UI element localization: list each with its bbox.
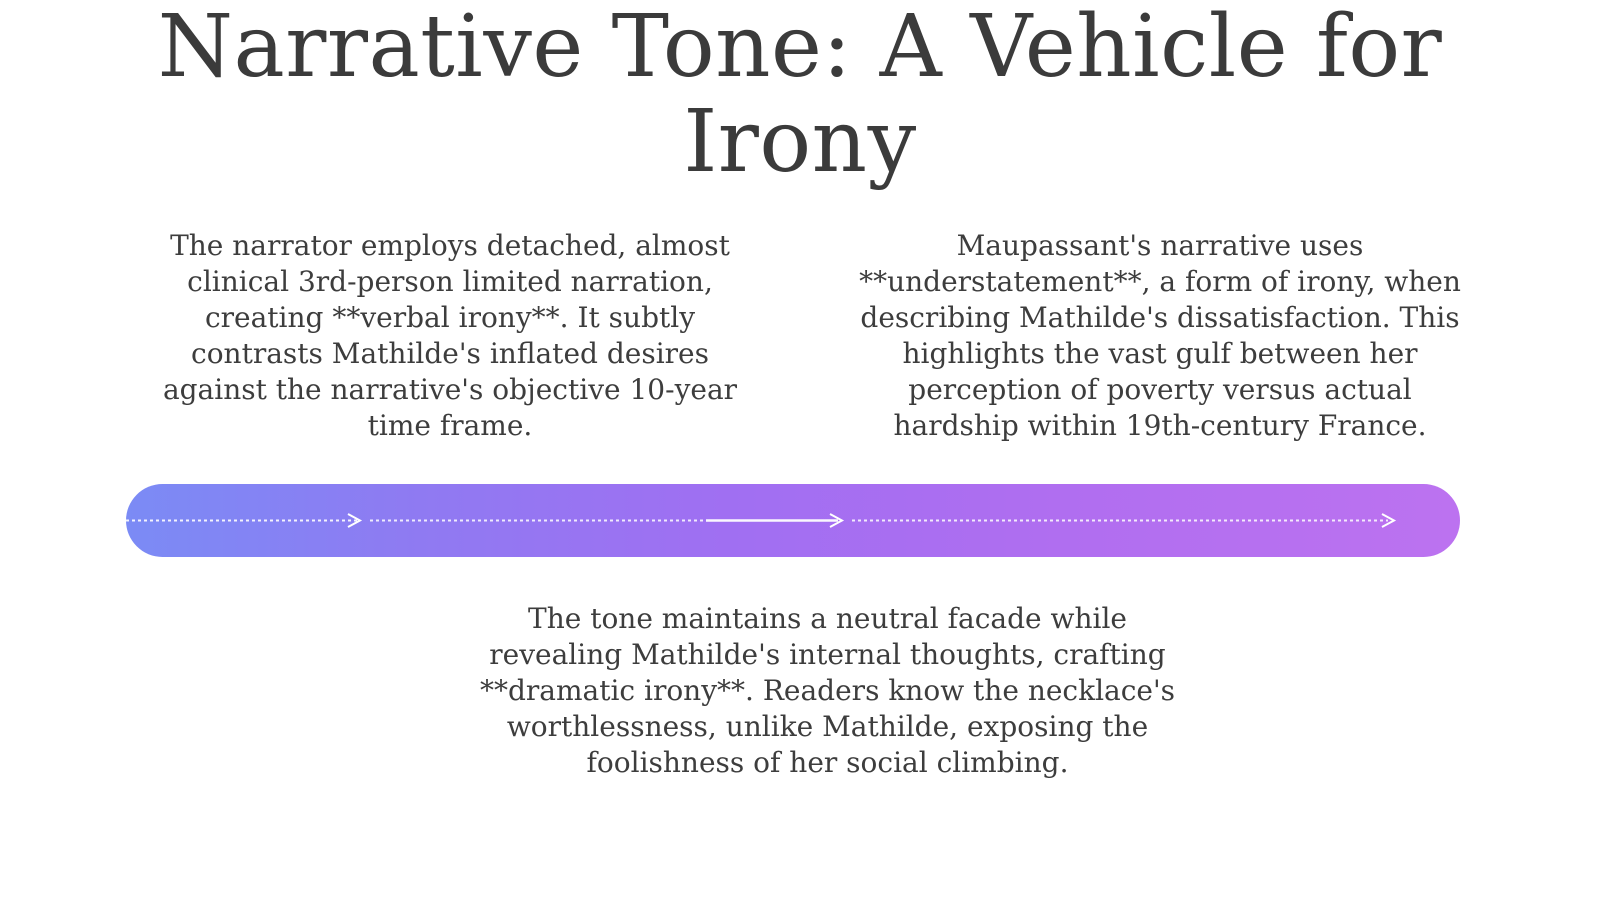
paragraph-verbal-irony: The narrator employs detached, almost clinical 3rd-person limited narration, creating **verbal irony**. It subtly contrasts Mathilde's inflated desires against the narrative's objective 10-year time frame.	[162, 229, 738, 442]
timeline-bar	[126, 484, 1460, 557]
paragraph-dramatic-irony: The tone maintains a neutral facade while revealing Mathilde's internal thoughts, crafting **dramatic irony**. Readers know the necklace's worthlessness, unlike Mathilde, exposing the foolishness of her social climbing.	[479, 602, 1176, 779]
paragraph-understatement: Maupassant's narrative uses **understatement**, a form of irony, when describing Mathilde's dissatisfaction. This highlights the vast gulf between her perception of poverty versus actual hardship within 19th-century France.	[859, 229, 1461, 442]
page-title: Narrative Tone: A Vehicle for Irony	[157, 0, 1443, 192]
timeline-arrows	[126, 484, 1460, 557]
